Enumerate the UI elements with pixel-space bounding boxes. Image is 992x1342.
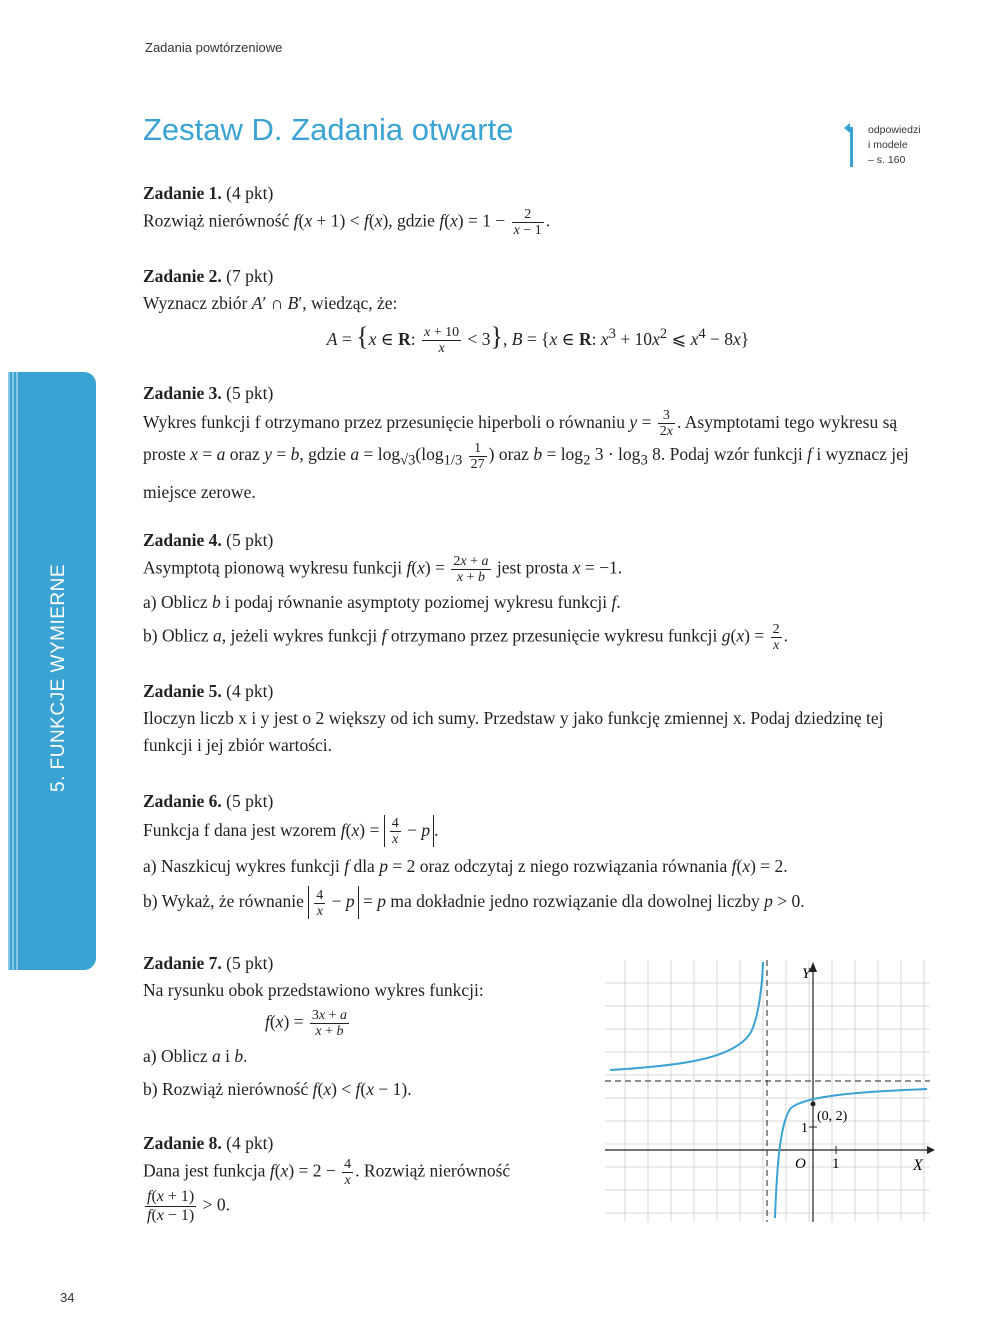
task-6-b: b) Wykaż, że równanie $\frac{4}{x}$ − p = p ma dokładnie jedno rozwiązanie dla dowolnej liczby p > 0.	[143, 887, 805, 919]
chapter-tab-label: 5. FUNKCJE WYMIERNE	[48, 563, 69, 792]
task-5-title: Zadanie 5.	[143, 681, 222, 701]
task-7-formula: f(x) = $\frac{3x + a}{x + b}$	[264, 1008, 348, 1039]
task-4-points: (5 pkt)	[226, 530, 274, 550]
task-6-a: a) Naszkicuj wykres funkcji f dla p = 2 oraz odczytaj z niego rozwiązania równania f(x) = 2.	[143, 856, 788, 877]
task-7	[143, 950, 593, 1103]
task-2	[143, 263, 933, 356]
y-unit-label: 1	[801, 1121, 808, 1136]
x-axis-arrow-icon	[927, 1146, 935, 1154]
task-2-title: Zadanie 2.	[143, 266, 222, 286]
task-7-b: b) Rozwiąż nierówność f(x) < f(x − 1).	[143, 1079, 412, 1099]
task-2-sets: A = {x ∈ R: $\frac{x + 10}{x}$ < 3}, B = {x ∈ R: $x^3 + 10x^2$ ⩽ $x^4 - 8x$}	[326, 321, 750, 357]
task-4	[143, 527, 933, 653]
task-1-title: Zadanie 1.	[143, 183, 222, 203]
answers-reference	[850, 123, 921, 168]
x-unit-label: 1	[832, 1156, 840, 1172]
task-8-title: Zadanie 8.	[143, 1133, 222, 1153]
task-3	[143, 380, 933, 508]
task-7-a: a) Oblicz a i b.	[143, 1046, 248, 1066]
task-4-a: a) Oblicz b i podaj równanie asymptoty poziomej wykresu funkcji f.	[143, 592, 621, 612]
task-6-body: Funkcja f dana jest wzorem f(x) = $\frac{4}{x}$ − p .	[143, 816, 439, 848]
task-5-body: Iloczyn liczb x i y jest o 2 większy od ich sumy. Przedstaw y jako funkcję zmiennej x. Podaj dziedzinę tej funkcji i jej zbiór wartości.	[143, 708, 884, 755]
task-1-points: (4 pkt)	[226, 183, 274, 203]
page-title: Zestaw D. Zadania otwarte	[143, 112, 514, 147]
task-2-points: (7 pkt)	[226, 266, 274, 286]
task-7-title: Zadanie 7.	[143, 953, 222, 973]
y-axis-label: Y	[802, 966, 811, 982]
task-3-points: (5 pkt)	[226, 383, 274, 403]
sidenote-line-2: i modele	[868, 139, 908, 151]
task-7-points: (5 pkt)	[226, 953, 274, 973]
task-3-body: Wykres funkcji f otrzymano przez przesunięcie hiperboli o równaniu y = $\frac{3}{2x}$ . Asymptotami tego wykresu są proste x = a oraz y = b, gdzie $a = \log_{√3}(\log_{1/3}$ $\frac{1}{27}$ ) oraz $b = \log_2 3 \cdot \log_3 8$. Podaj wzór funkcji f i wyznacz jej miejsce zerowe.	[143, 408, 909, 502]
task-8-points: (4 pkt)	[226, 1133, 274, 1153]
tab-edge-stripes	[8, 372, 18, 970]
task-3-title: Zadanie 3.	[143, 383, 222, 403]
task-6-title: Zadanie 6.	[143, 791, 222, 811]
task-7-body: Na rysunku obok przedstawiono wykres funkcji:	[143, 980, 484, 1000]
task-5-points: (4 pkt)	[226, 681, 274, 701]
task-8-inequality: $\frac{f(x + 1)}{f(x - 1)}$ > 0.	[147, 1188, 230, 1224]
task-4-body: Asymptotą pionową wykresu funkcji f(x) = $\frac{2x + a}{x + b}$ jest prosta x = −1.	[143, 554, 623, 585]
point-label: (0, 2)	[817, 1109, 848, 1124]
task-4-b: b) Oblicz a, jeżeli wykres funkcji f otrzymano przez przesunięcie wykresu funkcji g(x) = $\frac{2}{x}$ .	[143, 622, 788, 653]
task-6	[143, 788, 933, 919]
sidenote-bar	[850, 127, 853, 167]
task-8-body: Dana jest funkcja f(x) = 2 − $\frac{4}{x}$ . Rozwiąż nierówność	[143, 1157, 511, 1188]
task-5	[143, 678, 933, 759]
chapter-tab	[8, 372, 96, 970]
function-graph	[605, 960, 935, 1225]
sidenote-line-1: odpowiedzi	[868, 124, 921, 136]
task-2-body: Wyznacz zbiór A′ ∩ B′, wiedząc, że:	[143, 293, 398, 313]
task-1	[143, 180, 933, 238]
task-1-body: Rozwiąż nierówność f(x + 1) < f(x), gdzie f(x) = 1 − $\frac{2}{x - 1}$ .	[143, 207, 551, 238]
running-header: Zadania powtórzeniowe	[145, 40, 283, 55]
curve-right-branch	[775, 1089, 927, 1218]
page-number: 34	[60, 1290, 75, 1305]
task-4-title: Zadanie 4.	[143, 530, 222, 550]
origin-label: O	[795, 1156, 806, 1172]
sidenote-line-3: – s. 160	[868, 154, 906, 166]
task-6-points: (5 pkt)	[226, 791, 274, 811]
point-0-2	[811, 1102, 816, 1107]
x-axis-label: X	[913, 1157, 923, 1174]
task-8	[143, 1130, 593, 1225]
